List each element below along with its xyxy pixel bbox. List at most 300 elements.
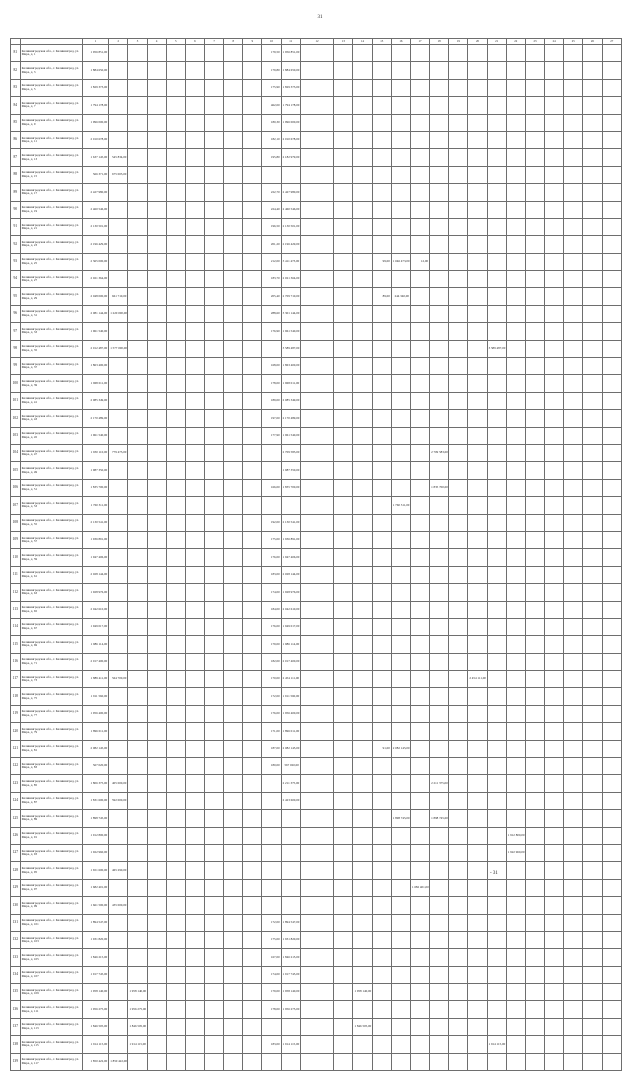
- value-cell: [243, 879, 262, 896]
- row-number: 113: [11, 601, 21, 618]
- value-cell: [506, 723, 525, 740]
- value-cell: [243, 897, 262, 914]
- value-cell: [525, 758, 544, 775]
- address-cell: Калининградская обл., г. Калининград, ул. Мира, д. 27: [20, 271, 82, 288]
- value-cell: [372, 723, 391, 740]
- address-cell: Калининградская обл., г. Калининград, ул. Мира, д. 101: [20, 914, 82, 931]
- value-cell: [430, 45, 449, 62]
- value-cell: [410, 671, 429, 688]
- value-cell: [147, 758, 166, 775]
- value-cell: [205, 79, 224, 96]
- value-cell: [410, 566, 429, 583]
- value-cell: [300, 184, 334, 201]
- value-cell: [564, 166, 583, 183]
- value-cell: [372, 410, 391, 427]
- value-cell: [564, 340, 583, 357]
- value-cell: [147, 97, 166, 114]
- address-cell: Калининградская обл., г. Калининград, ул. Мира, д. 109: [20, 984, 82, 1001]
- value-cell: [353, 1036, 372, 1053]
- value-cell: [353, 618, 372, 635]
- value-cell: [545, 375, 564, 392]
- value-cell: [334, 427, 353, 444]
- value-cell: [487, 1053, 506, 1070]
- value-cell: [224, 253, 243, 270]
- value-cell: 2 017 400,00: [281, 653, 300, 670]
- value-cell: 201,20: [262, 236, 281, 253]
- table-row: [11, 358, 622, 375]
- address-cell: Калининградская обл., г. Калининград, ул. Мира, д. 93: [20, 844, 82, 861]
- value-cell: [545, 201, 564, 218]
- value-cell: [525, 671, 544, 688]
- value-cell: [430, 358, 449, 375]
- value-cell: [602, 914, 622, 931]
- row-number: 110: [11, 549, 21, 566]
- value-cell: [185, 323, 204, 340]
- value-cell: [468, 1001, 487, 1018]
- value-cell: [353, 653, 372, 670]
- value-cell: [109, 375, 128, 392]
- value-cell: [128, 462, 147, 479]
- value-cell: [334, 62, 353, 79]
- row-number: 126: [11, 827, 21, 844]
- value-cell: [300, 792, 334, 809]
- value-cell: [564, 305, 583, 322]
- value-cell: [334, 792, 353, 809]
- value-cell: [430, 340, 449, 357]
- value-cell: [353, 879, 372, 896]
- row-number: 101: [11, 392, 21, 409]
- value-cell: [583, 723, 602, 740]
- value-cell: [583, 271, 602, 288]
- value-cell: [506, 236, 525, 253]
- value-cell: 197,00: [262, 410, 281, 427]
- value-cell: [564, 844, 583, 861]
- value-cell: 2 021 364,00: [281, 271, 300, 288]
- value-cell: [506, 949, 525, 966]
- value-cell: [243, 618, 262, 635]
- value-cell: [372, 114, 391, 131]
- value-cell: 1 835 700,00: [82, 479, 108, 496]
- value-cell: [468, 97, 487, 114]
- value-cell: [410, 62, 429, 79]
- value-cell: [243, 671, 262, 688]
- value-cell: 12,00: [410, 253, 429, 270]
- value-cell: [128, 358, 147, 375]
- value-cell: [506, 45, 525, 62]
- value-cell: [506, 601, 525, 618]
- address-cell: Калининградская обл., г. Калининград, ул. Мира, д. 83: [20, 758, 82, 775]
- value-cell: [525, 897, 544, 914]
- value-cell: [487, 897, 506, 914]
- value-cell: 1 898 745,00: [82, 810, 108, 827]
- value-cell: 1 896 011,00: [82, 723, 108, 740]
- value-cell: [109, 653, 128, 670]
- value-cell: [166, 340, 185, 357]
- value-cell: [300, 45, 334, 62]
- header-cell: 5: [166, 39, 185, 45]
- value-cell: [564, 236, 583, 253]
- value-cell: [410, 218, 429, 235]
- value-cell: [506, 897, 525, 914]
- value-cell: [525, 375, 544, 392]
- value-cell: [334, 340, 353, 357]
- value-cell: [487, 966, 506, 983]
- value-cell: [564, 740, 583, 757]
- value-cell: [506, 636, 525, 653]
- value-cell: [300, 427, 334, 444]
- value-cell: [205, 723, 224, 740]
- value-cell: [372, 62, 391, 79]
- value-cell: [602, 636, 622, 653]
- value-cell: [525, 879, 544, 896]
- value-cell: [372, 879, 391, 896]
- value-cell: [391, 201, 410, 218]
- value-cell: [205, 949, 224, 966]
- address-cell: Калининградская обл., г. Калининград, ул. Мира, д. 1: [20, 45, 82, 62]
- value-cell: [545, 79, 564, 96]
- value-cell: [468, 618, 487, 635]
- value-cell: 1 956 400,00: [281, 705, 300, 722]
- address-cell: Калининградская обл., г. Калининград, ул. Мира, д. 29: [20, 288, 82, 305]
- value-cell: [430, 79, 449, 96]
- value-cell: [506, 1036, 525, 1053]
- value-cell: [147, 879, 166, 896]
- value-cell: 1 850 422,00: [82, 1053, 108, 1070]
- value-cell: [166, 636, 185, 653]
- value-cell: [602, 149, 622, 166]
- row-number: 89: [11, 184, 21, 201]
- value-cell: [205, 966, 224, 983]
- value-cell: 564 700,00: [109, 671, 128, 688]
- address-cell: Калининградская обл., г. Калининград, ул. Мира, д. 33: [20, 323, 82, 340]
- value-cell: [166, 305, 185, 322]
- value-cell: 189,00: [262, 392, 281, 409]
- value-cell: [391, 827, 410, 844]
- value-cell: [205, 62, 224, 79]
- address-cell: Калининградская обл., г. Калининград, ул. Мира, д. 81: [20, 740, 82, 757]
- value-cell: [545, 62, 564, 79]
- value-cell: [185, 97, 204, 114]
- value-cell: [430, 671, 449, 688]
- value-cell: [449, 810, 468, 827]
- value-cell: [430, 897, 449, 914]
- value-cell: [166, 497, 185, 514]
- value-cell: [564, 271, 583, 288]
- table-row: [11, 618, 622, 635]
- value-cell: [372, 201, 391, 218]
- table-row: [11, 462, 622, 479]
- value-cell: [224, 653, 243, 670]
- value-cell: [300, 1018, 334, 1035]
- value-cell: [525, 45, 544, 62]
- value-cell: [583, 584, 602, 601]
- value-cell: [525, 479, 544, 496]
- table-row: [11, 305, 622, 322]
- value-cell: [545, 949, 564, 966]
- value-cell: [468, 305, 487, 322]
- value-cell: [449, 688, 468, 705]
- value-cell: [583, 149, 602, 166]
- value-cell: [334, 636, 353, 653]
- value-cell: [334, 723, 353, 740]
- address-cell: Калининградская обл., г. Калининград, ул. Мира, д. 37: [20, 358, 82, 375]
- value-cell: 1 914 115,00: [487, 1036, 506, 1053]
- value-cell: [506, 288, 525, 305]
- value-cell: [391, 758, 410, 775]
- row-number: 91: [11, 218, 21, 235]
- value-cell: [205, 1018, 224, 1035]
- value-cell: [410, 949, 429, 966]
- value-cell: [602, 879, 622, 896]
- value-cell: [391, 45, 410, 62]
- value-cell: [243, 514, 262, 531]
- value-cell: [300, 514, 334, 531]
- value-cell: [525, 914, 544, 931]
- value-cell: [564, 1053, 583, 1070]
- value-cell: [372, 305, 391, 322]
- value-cell: [430, 166, 449, 183]
- value-cell: [224, 879, 243, 896]
- value-cell: [430, 688, 449, 705]
- value-cell: [468, 444, 487, 461]
- value-cell: [564, 479, 583, 496]
- value-cell: [602, 827, 622, 844]
- value-cell: [353, 427, 372, 444]
- value-cell: 1 986 114,00: [82, 636, 108, 653]
- value-cell: [602, 566, 622, 583]
- value-cell: [109, 131, 128, 148]
- value-cell: [243, 549, 262, 566]
- value-cell: [430, 566, 449, 583]
- value-cell: [281, 810, 300, 827]
- value-cell: [224, 949, 243, 966]
- value-cell: 1 968 011,00: [82, 375, 108, 392]
- value-cell: [185, 966, 204, 983]
- value-cell: [185, 375, 204, 392]
- value-cell: [430, 723, 449, 740]
- value-cell: [243, 636, 262, 653]
- value-cell: [243, 1036, 262, 1053]
- value-cell: [430, 131, 449, 148]
- value-cell: [147, 114, 166, 131]
- row-number: 118: [11, 688, 21, 705]
- value-cell: [468, 636, 487, 653]
- value-cell: [205, 618, 224, 635]
- value-cell: 1 996 000,00: [82, 114, 108, 131]
- value-cell: [243, 131, 262, 148]
- value-cell: 187,00: [262, 740, 281, 757]
- value-cell: [564, 549, 583, 566]
- value-cell: [449, 79, 468, 96]
- table-row: [11, 897, 622, 914]
- value-cell: [334, 410, 353, 427]
- row-number: 99: [11, 358, 21, 375]
- value-cell: [205, 984, 224, 1001]
- row-number: 95: [11, 288, 21, 305]
- value-cell: [583, 740, 602, 757]
- value-cell: [224, 914, 243, 931]
- value-cell: [602, 1036, 622, 1053]
- value-cell: [583, 62, 602, 79]
- value-cell: [468, 723, 487, 740]
- value-cell: [372, 549, 391, 566]
- value-cell: [430, 462, 449, 479]
- value-cell: [545, 149, 564, 166]
- value-cell: [372, 810, 391, 827]
- value-cell: [391, 114, 410, 131]
- header-cell: 4: [147, 39, 166, 45]
- value-cell: [300, 931, 334, 948]
- row-number: 111: [11, 566, 21, 583]
- value-cell: 1 046 473,00: [391, 253, 410, 270]
- value-cell: [109, 810, 128, 827]
- address-cell: Калининградская обл., г. Калининград, ул. Мира, д. 35: [20, 340, 82, 357]
- value-cell: [468, 810, 487, 827]
- value-cell: [468, 358, 487, 375]
- value-cell: [147, 166, 166, 183]
- value-cell: [391, 984, 410, 1001]
- value-cell: [205, 705, 224, 722]
- value-cell: [224, 427, 243, 444]
- value-cell: [487, 45, 506, 62]
- value-cell: [185, 636, 204, 653]
- value-cell: 174,00: [262, 966, 281, 983]
- value-cell: [166, 827, 185, 844]
- value-cell: 1 682 401,00: [82, 879, 108, 896]
- value-cell: [185, 862, 204, 879]
- value-cell: [602, 514, 622, 531]
- value-cell: [487, 914, 506, 931]
- value-cell: [166, 392, 185, 409]
- value-cell: [506, 253, 525, 270]
- value-cell: [564, 584, 583, 601]
- value-cell: [243, 462, 262, 479]
- value-cell: [147, 792, 166, 809]
- value-cell: [506, 792, 525, 809]
- value-cell: [334, 358, 353, 375]
- value-cell: [166, 601, 185, 618]
- value-cell: [410, 427, 429, 444]
- value-cell: [468, 218, 487, 235]
- row-number: 138: [11, 1036, 21, 1053]
- row-number: 97: [11, 323, 21, 340]
- value-cell: [468, 236, 487, 253]
- value-cell: [449, 758, 468, 775]
- value-cell: [602, 427, 622, 444]
- value-cell: [468, 479, 487, 496]
- value-cell: [506, 375, 525, 392]
- row-number: 137: [11, 1018, 21, 1035]
- value-cell: [487, 358, 506, 375]
- value-cell: [166, 531, 185, 548]
- table-row: [11, 288, 622, 305]
- value-cell: [205, 305, 224, 322]
- value-cell: [128, 479, 147, 496]
- value-cell: [487, 288, 506, 305]
- value-cell: [602, 584, 622, 601]
- value-cell: [243, 844, 262, 861]
- value-cell: [300, 723, 334, 740]
- value-cell: [109, 253, 128, 270]
- value-cell: [487, 827, 506, 844]
- value-cell: [449, 236, 468, 253]
- value-cell: [545, 601, 564, 618]
- value-cell: [506, 618, 525, 635]
- value-cell: 2 196 429,00: [281, 236, 300, 253]
- value-cell: [468, 114, 487, 131]
- value-cell: [391, 601, 410, 618]
- address-cell: Калининградская обл., г. Калининград, ул. Мира, д. 85: [20, 775, 82, 792]
- value-cell: [166, 1001, 185, 1018]
- value-cell: [430, 549, 449, 566]
- value-cell: [449, 1001, 468, 1018]
- value-cell: [166, 114, 185, 131]
- value-cell: [583, 1053, 602, 1070]
- address-cell: Калининградская обл., г. Калининград, ул. Мира, д. 49: [20, 462, 82, 479]
- value-cell: [243, 305, 262, 322]
- value-cell: [430, 97, 449, 114]
- value-cell: [391, 166, 410, 183]
- value-cell: [109, 566, 128, 583]
- value-cell: 2 423 600,00: [281, 792, 300, 809]
- value-cell: [300, 462, 334, 479]
- value-cell: [468, 340, 487, 357]
- value-cell: [300, 531, 334, 548]
- table-row: [11, 601, 622, 618]
- value-cell: [334, 392, 353, 409]
- value-cell: [468, 45, 487, 62]
- value-cell: [147, 618, 166, 635]
- value-cell: [506, 410, 525, 427]
- value-cell: [300, 340, 334, 357]
- value-cell: 545 834,00: [109, 149, 128, 166]
- value-cell: [224, 584, 243, 601]
- address-cell: Калининградская обл., г. Калининград, ул. Мира, д. 65: [20, 601, 82, 618]
- value-cell: [185, 827, 204, 844]
- value-cell: [487, 688, 506, 705]
- value-cell: [487, 497, 506, 514]
- value-cell: [372, 653, 391, 670]
- value-cell: [185, 201, 204, 218]
- value-cell: [334, 1053, 353, 1070]
- value-cell: [109, 462, 128, 479]
- value-cell: [205, 444, 224, 461]
- row-number: 100: [11, 375, 21, 392]
- value-cell: [300, 1001, 334, 1018]
- value-cell: [430, 844, 449, 861]
- value-cell: 1 947 406,00: [281, 549, 300, 566]
- value-cell: [487, 792, 506, 809]
- address-cell: Калининградская обл., г. Калининград, ул. Мира, д. 61: [20, 566, 82, 583]
- value-cell: [391, 653, 410, 670]
- value-cell: [430, 497, 449, 514]
- table-row: [11, 862, 622, 879]
- value-cell: [525, 288, 544, 305]
- value-cell: [334, 497, 353, 514]
- value-cell: [166, 688, 185, 705]
- value-cell: [128, 931, 147, 948]
- value-cell: [109, 392, 128, 409]
- value-cell: [334, 514, 353, 531]
- value-cell: [525, 358, 544, 375]
- value-cell: [525, 1053, 544, 1070]
- value-cell: [224, 97, 243, 114]
- value-cell: [334, 618, 353, 635]
- value-cell: [487, 879, 506, 896]
- value-cell: [410, 775, 429, 792]
- value-cell: [281, 166, 300, 183]
- value-cell: [224, 531, 243, 548]
